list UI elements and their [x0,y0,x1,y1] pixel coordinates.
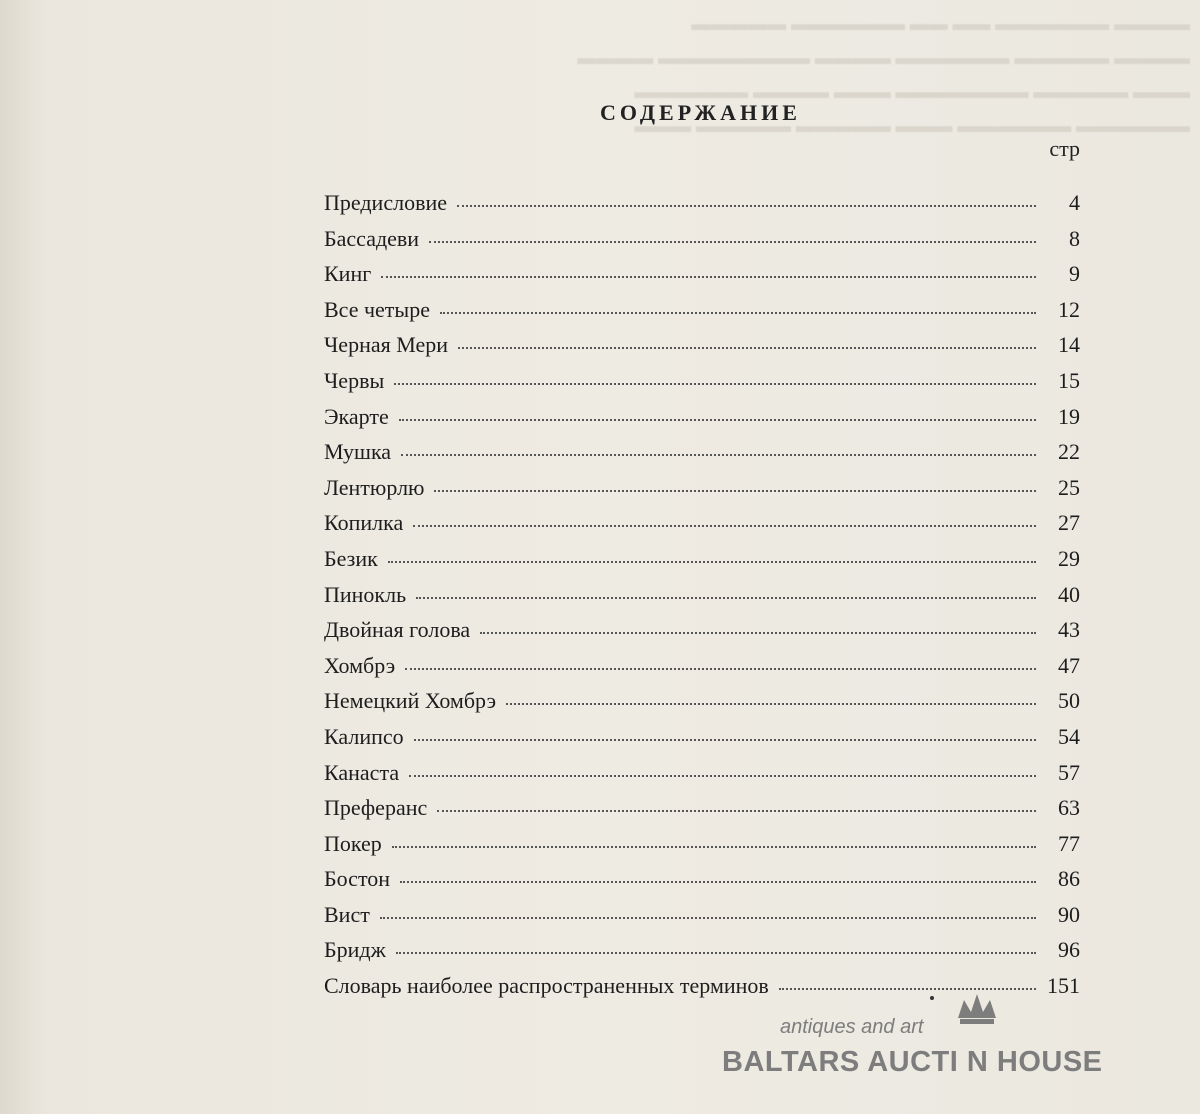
dot-leader [457,197,1036,207]
toc-entry [324,226,1080,262]
toc-entry-page: 43 [1058,617,1080,643]
toc-entry [324,937,1080,973]
toc-entry [324,831,1080,867]
toc-entry-page: 96 [1058,937,1080,963]
toc-entry [324,546,1080,582]
dot-leader [434,482,1036,492]
toc-entry [324,368,1080,404]
toc-entry-page: 57 [1058,759,1080,785]
auction-watermark [722,1016,1122,1086]
dot-leader [413,517,1036,527]
toc-entry-page: 77 [1058,830,1080,856]
toc-entry [324,866,1080,902]
bleed-through-text: ▬▬▬▬ ▬▬▬▬▬▬ ▬▬ ▬▬ ▬▬▬▬▬▬ ▬▬▬▬▬ ▬▬▬▬ ▬▬▬▬▬ ▬▬▬▬▬▬ ▬▬▬▬ ▬▬▬▬▬▬▬▬ ▬▬▬▬ ▬▬▬ ▬▬▬▬▬ ▬▬▬▬▬▬▬ ▬▬▬ ▬▬▬▬ ▬▬▬▬▬▬ ▬▬▬▬▬▬ ▬▬▬▬▬▬ ▬▬▬ ▬▬▬▬▬ ▬▬▬▬▬ ▬▬▬ [577,14,1190,137]
dot-leader [380,909,1036,919]
toc-entry-page: 9 [1069,261,1080,287]
toc-entry-page: 90 [1058,901,1080,927]
dot-leader [399,411,1036,421]
dot-leader [394,375,1036,385]
toc-entry-title: Бридж [324,937,386,963]
toc-entry-page: 15 [1058,367,1080,393]
toc-entry [324,510,1080,546]
toc-entry-title: Двойная голова [324,617,471,643]
toc-entry [324,297,1080,333]
toc-entry [324,902,1080,938]
toc-entry-page: 8 [1069,225,1080,251]
toc-entry-page: 151 [1047,973,1080,999]
crown-icon [954,992,1000,1036]
dot-leader [440,304,1036,314]
page-column-label: стр [1049,136,1080,161]
dot-leader [392,838,1036,848]
toc-entry [324,760,1080,796]
toc-entry-title: Преферанс [324,795,428,821]
toc-entry [324,617,1080,653]
dot-leader [480,624,1036,634]
toc-entry-page: 22 [1058,439,1080,465]
toc-entry-page: 14 [1058,332,1080,358]
toc-entry-title: Пинокль [324,581,407,607]
toc-entry-title: Покер [324,830,382,856]
toc-entry-title: Червы [324,367,385,393]
toc-entry-title: Лентюрлю [324,474,425,500]
dot-leader [779,980,1036,990]
dot-leader [409,767,1036,777]
toc-entry-page: 27 [1058,510,1080,536]
toc-entry-title: Бостон [324,866,391,892]
toc-entry-page: 29 [1058,545,1080,571]
toc-entry [324,332,1080,368]
toc-entry-title: Экарте [324,403,389,429]
toc-entry-page: 40 [1058,581,1080,607]
toc-entry-title: Все четыре [324,296,430,322]
dot-leader [388,553,1036,563]
dot-leader [506,695,1036,705]
toc-entry [324,261,1080,297]
toc-list [324,190,1080,1009]
toc-entry-title: Вист [324,901,370,927]
dot-leader [416,589,1036,599]
toc-entry [324,653,1080,689]
toc-entry-title: Калипсо [324,723,404,749]
toc-entry [324,724,1080,760]
toc-entry-title: Канаста [324,759,400,785]
dot-leader [401,446,1036,456]
dot-leader [437,802,1036,812]
toc-entry-page: 50 [1058,688,1080,714]
dot-leader [414,731,1036,741]
toc-entry-title: Кинг [324,261,372,287]
toc-entry-page: 12 [1058,296,1080,322]
toc-entry-page: 19 [1058,403,1080,429]
dot-leader [458,339,1036,349]
toc-entry-title: Черная Мери [324,332,449,358]
toc-entry-page: 4 [1069,190,1080,215]
stray-ink-dot [930,996,934,1000]
toc-entry [324,795,1080,831]
toc-entry-title: Безик [324,545,378,571]
dot-leader [405,660,1036,670]
dot-leader [396,944,1036,954]
toc-entry-page: 63 [1058,795,1080,821]
dot-leader [381,268,1036,278]
toc-entry-title: Мушка [324,439,392,465]
dot-leader [400,873,1036,883]
toc-entry-title: Предисловие [324,190,447,215]
toc-entry [324,475,1080,511]
toc-entry [324,404,1080,440]
watermark-tagline: antiques and art [780,1016,924,1038]
toc-entry-title: Словарь наиболее распространенных терминов [324,973,769,999]
toc-entry-title: Бассадеви [324,225,420,251]
watermark-name: BALTARS AUCTI N HOUSE [722,1046,1103,1078]
toc-entry-title: Копилка [324,510,404,536]
toc-entry-page: 25 [1058,474,1080,500]
toc-entry [324,439,1080,475]
dot-leader [429,233,1036,243]
toc-entry-page: 54 [1058,723,1080,749]
toc-entry-title: Хомбрэ [324,652,396,678]
toc-title: СОДЕРЖАНИЕ [600,100,801,125]
toc-entry [324,582,1080,618]
toc-entry-page: 47 [1058,652,1080,678]
toc-entry [324,190,1080,226]
toc-entry-title: Немецкий Хомбрэ [324,688,497,714]
toc-entry [324,688,1080,724]
toc-entry-page: 86 [1058,866,1080,892]
